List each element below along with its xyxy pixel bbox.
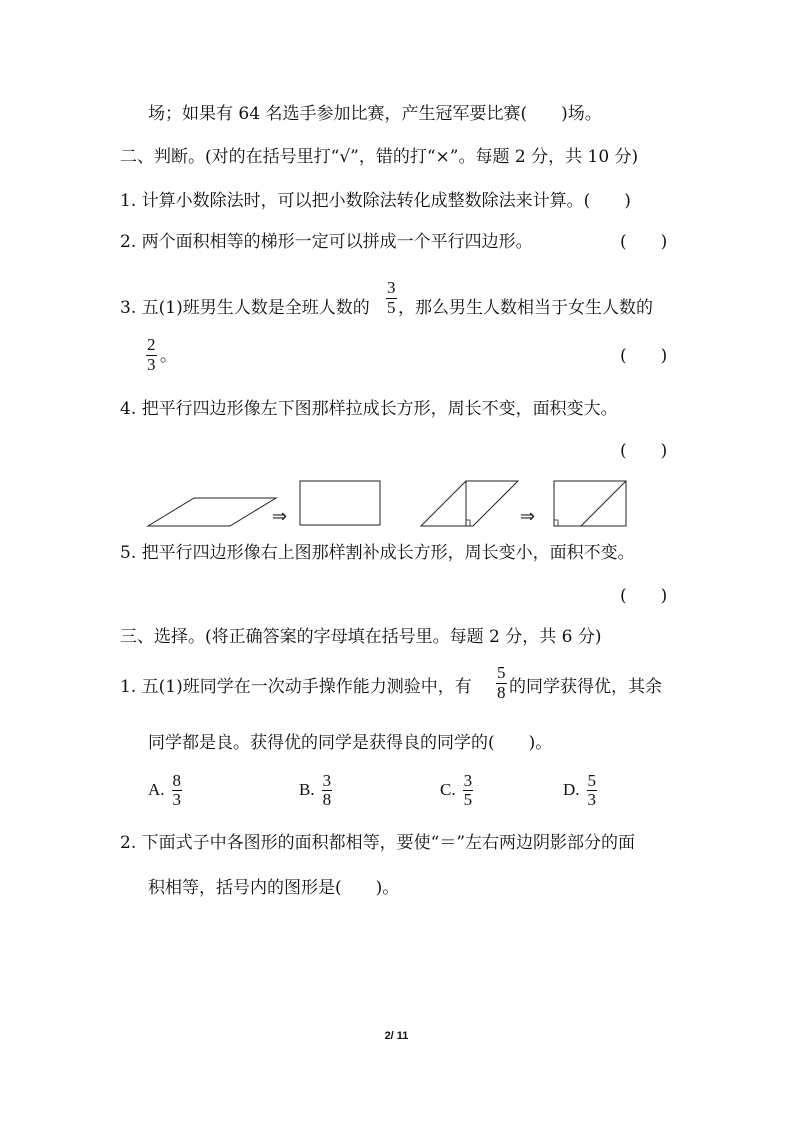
answer-blank[interactable]: ( ) [620,346,668,366]
question-text: 把平行四边形像左下图那样拉成长方形，周长不变，面积变大。 [141,399,618,419]
parallelogram-left [148,498,276,526]
fraction-numerator: 2 [147,335,156,354]
fraction-numerator: 3 [463,771,473,790]
fraction-three-fifths [386,279,397,317]
section-2-heading: 二、判断。(对的在括号里打“√”，错的打“×”。每题 2 分，共 10 分) [120,147,639,167]
fraction-denominator: 5 [463,789,473,809]
option-c[interactable] [440,772,474,809]
option-fraction [463,772,474,809]
question-text-continued: ，那么男生人数相当于女生人数的 [398,298,653,318]
option-a[interactable] [148,772,183,809]
option-letter: B. [299,780,315,800]
answer-blank[interactable]: ( ) [620,586,668,606]
judge-question-5 [120,545,635,562]
option-letter: D. [563,780,580,800]
judge-question-1 [120,193,631,210]
question-text: 计算小数除法时，可以把小数除法转化成整数除法来计算。( ) [141,191,631,211]
fraction-denominator: 8 [497,682,506,702]
arrow-right-icon: ⇒ [272,506,288,527]
rectangle-cut [554,481,626,526]
question-number: 4. [120,399,137,419]
fraction-two-thirds [146,336,157,374]
answer-blank[interactable]: ( ) [620,441,668,461]
question-text: 把平行四边形像右上图那样割补成长方形，周长变小，面积不变。 [141,543,635,563]
fraction-denominator: 3 [172,789,182,809]
choice-question-1 [120,679,472,696]
parallelogram-right [421,481,518,526]
judge-question-3 [120,300,370,317]
option-letter: C. [440,780,456,800]
question-number: 1. [120,677,137,697]
question-text-continued: 的同学获得优，其余 [509,677,662,697]
judge-question-2 [120,234,533,251]
fraction-numerator: 3 [322,771,332,790]
fraction-five-eighths [496,664,507,702]
fraction-denominator: 3 [587,789,597,809]
question-number: 1. [120,191,137,211]
question-text: 两个面积相等的梯形一定可以拼成一个平行四边形。 [141,232,533,252]
question-text: 五(1)班同学在一次动手操作能力测验中，有 [141,677,472,697]
page-number: 2/ 11 [384,1030,409,1042]
arrow-right-icon: ⇒ [520,506,536,527]
question-text: 下面式子中各图形的面积都相等，要使“＝”左右两边阴影部分的面 [141,833,636,853]
continuation-line: 场；如果有 64 名选手参加比赛，产生冠军要比赛( )场。 [148,104,602,124]
fraction-numerator: 5 [497,663,506,682]
option-fraction [172,772,183,809]
option-fraction [322,772,333,809]
option-d[interactable] [563,772,598,809]
fraction-denominator: 5 [387,297,396,317]
question-text: 五(1)班男生人数是全班人数的 [141,298,370,318]
section-3-heading: 三、选择。(将正确答案的字母填在括号里。每题 2 分，共 6 分) [120,627,602,647]
fraction-denominator: 3 [147,354,156,374]
parallelogram-figures [140,470,640,532]
question-text-line-2: 积相等，括号内的图形是( )。 [148,878,400,898]
fraction-numerator: 3 [387,278,396,297]
question-number: 2. [120,232,137,252]
question-text-line-2: 同学都是良。获得优的同学是获得良的同学的( )。 [148,733,553,753]
question-number: 5. [120,543,137,563]
option-letter: A. [148,780,165,800]
option-b[interactable] [299,772,333,809]
fraction-denominator: 8 [322,789,332,809]
answer-blank[interactable]: ( ) [620,232,668,252]
fraction-numerator: 8 [172,771,182,790]
sentence-end: 。 [160,346,177,366]
question-number: 2. [120,833,137,853]
judge-question-4 [120,401,618,418]
rectangle-stretched [300,481,380,525]
fraction-numerator: 5 [587,771,597,790]
option-fraction [587,772,598,809]
choice-question-2 [120,835,635,852]
question-number: 3. [120,298,137,318]
